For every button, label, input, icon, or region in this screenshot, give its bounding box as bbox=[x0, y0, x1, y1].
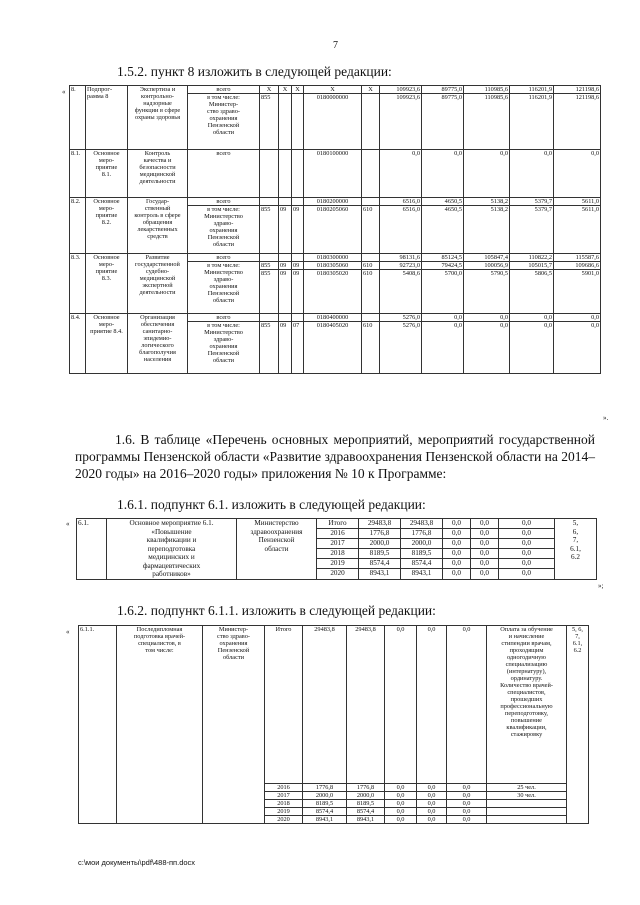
cell-value: 0,0 bbox=[447, 626, 487, 784]
open-quote: « bbox=[66, 628, 70, 636]
cell-code: 0180205060 bbox=[304, 206, 362, 254]
cell-value: 0,0 bbox=[499, 549, 555, 559]
cell-value: 109923,6 bbox=[380, 86, 422, 94]
cell-value: 0,0 bbox=[471, 519, 499, 529]
cell-value: 0,0 bbox=[471, 559, 499, 569]
cell-empty bbox=[292, 94, 304, 150]
cell-code: 07 bbox=[292, 322, 304, 374]
cell-value: 0,0 bbox=[554, 314, 601, 322]
cell-empty bbox=[279, 198, 292, 206]
cell-value: 1776,8 bbox=[359, 529, 401, 539]
cell-empty bbox=[279, 94, 292, 150]
cell-result: Оплата за обучение и начисление стипендии врачам, проходящим одногодичную специализацию (интернатуру), ординатуру. Количество врачей- специалистов, прошедших профессиональную переподготовку, повышение квалификации, стажировку bbox=[487, 626, 567, 784]
cell-value: 89775,0 bbox=[422, 94, 464, 150]
cell-code: 0180100000 bbox=[304, 150, 362, 198]
cell-year: Итого bbox=[317, 519, 359, 529]
cell-year: 2019 bbox=[317, 559, 359, 569]
cell-code: 0180300000 bbox=[304, 254, 362, 262]
cell-resp: Министер- ство здраво- охранения Пензенской области bbox=[203, 626, 265, 824]
cell-value: 8943,1 bbox=[359, 569, 401, 579]
cell-value: 110985,6 bbox=[464, 94, 510, 150]
heading-1-5-2: 1.5.2. пункт 8 изложить в следующей редакции: bbox=[117, 64, 392, 79]
cell-empty bbox=[260, 150, 279, 198]
cell-empty bbox=[292, 254, 304, 262]
cell-value: 1776,8 bbox=[401, 529, 443, 539]
cell-value: 5408,6 bbox=[380, 270, 422, 314]
footer-file-path: c:\мои документы\pdf\488-пп.docx bbox=[78, 858, 196, 867]
cell-value: 1776,8 bbox=[347, 784, 385, 792]
cell-value: 0,0 bbox=[510, 322, 554, 374]
cell-empty bbox=[362, 198, 380, 206]
cell-value: 29483,8 bbox=[359, 519, 401, 529]
cell-value: 8189,5 bbox=[347, 800, 385, 808]
cell-value: 6516,0 bbox=[380, 198, 422, 206]
cell-value: 0,0 bbox=[510, 314, 554, 322]
cell-year: 2020 bbox=[265, 816, 303, 824]
cell-value: 5901,0 bbox=[554, 270, 601, 314]
cell-no: 6.1.1. bbox=[79, 626, 117, 824]
cell-x: X bbox=[260, 86, 279, 94]
cell-empty bbox=[260, 198, 279, 206]
cell-year: 2016 bbox=[265, 784, 303, 792]
cell-value: 5276,0 bbox=[380, 314, 422, 322]
cell-code: 610 bbox=[362, 270, 380, 314]
cell-value: 8943,1 bbox=[401, 569, 443, 579]
cell-value: 0,0 bbox=[471, 549, 499, 559]
cell-value: 0,0 bbox=[443, 559, 471, 569]
cell-code: 09 bbox=[279, 270, 292, 314]
cell-value: 4650,5 bbox=[422, 206, 464, 254]
cell-resp: Министерство здравоохранения Пензенской области bbox=[237, 519, 317, 580]
cell-value: 8943,1 bbox=[347, 816, 385, 824]
table-subprogram-8 bbox=[69, 85, 601, 374]
cell-year: 2017 bbox=[265, 792, 303, 800]
cell-value: 0,0 bbox=[422, 322, 464, 374]
cell-empty bbox=[362, 94, 380, 150]
table-row bbox=[70, 254, 601, 262]
table-subitem-6-1 bbox=[76, 518, 597, 580]
cell-value: 0,0 bbox=[443, 549, 471, 559]
cell-code: 610 bbox=[362, 322, 380, 374]
cell-code: 0180400000 bbox=[304, 314, 362, 322]
cell-year: 2018 bbox=[265, 800, 303, 808]
cell-name: Основное мероприятие 6.1. «Повышение квалификации и переподготовка медицинских и фармацевтических работников» bbox=[107, 519, 237, 580]
cell-code: 0180200000 bbox=[304, 198, 362, 206]
cell-empty bbox=[362, 254, 380, 262]
cell-empty bbox=[292, 150, 304, 198]
cell-code: 855 bbox=[260, 94, 279, 150]
close-quote: ». bbox=[603, 414, 609, 422]
table-row bbox=[70, 314, 601, 322]
cell-no: 8.4. bbox=[70, 314, 86, 374]
cell-value: 5138,2 bbox=[464, 198, 510, 206]
cell-value: 0,0 bbox=[464, 314, 510, 322]
cell-year: 2017 bbox=[317, 539, 359, 549]
cell-year: 2019 bbox=[265, 808, 303, 816]
cell-resp: всего bbox=[188, 86, 260, 94]
cell-value: 5611,0 bbox=[554, 198, 601, 206]
cell-no: 8. bbox=[70, 86, 86, 150]
cell-tasks: 5, 6, 7, 6.1, 6.2 bbox=[555, 519, 597, 580]
cell-value: 0,0 bbox=[464, 150, 510, 198]
cell-value: 110822,2 bbox=[510, 254, 554, 262]
cell-value: 5379,7 bbox=[510, 206, 554, 254]
table-row bbox=[79, 626, 589, 784]
cell-value: 105015,7 bbox=[510, 262, 554, 270]
cell-x: X bbox=[362, 86, 380, 94]
cell-value: 109686,6 bbox=[554, 262, 601, 270]
cell-value: 0,0 bbox=[499, 559, 555, 569]
cell-value: 121198,6 bbox=[554, 86, 601, 94]
cell-value: 1776,8 bbox=[303, 784, 347, 792]
cell-value: 6516,0 bbox=[380, 206, 422, 254]
cell-value: 8943,1 bbox=[303, 816, 347, 824]
cell-value: 8574,4 bbox=[347, 808, 385, 816]
cell-name: Последипломная подготовка врачей- специалистов, в том числе: bbox=[117, 626, 203, 824]
cell-year: 2018 bbox=[317, 549, 359, 559]
cell-value: 109923,6 bbox=[380, 94, 422, 150]
cell-value: 115587,6 bbox=[554, 254, 601, 262]
cell-value: 0,0 bbox=[447, 792, 487, 800]
cell-result bbox=[487, 800, 567, 808]
cell-value: 5611,0 bbox=[554, 206, 601, 254]
cell-value: 8189,5 bbox=[401, 549, 443, 559]
cell-resp: в том числе: Министер- ство здраво- охранения Пензенской области bbox=[188, 94, 260, 150]
cell-value: 0,0 bbox=[471, 569, 499, 579]
paragraph-1-6: 1.6. В таблице «Перечень основных мероприятий, мероприятий государственной программы Пензенской области «Развитие здравоохранения Пензенской области на 2014–2020 годы» на 2016–2020 годы» приложения № 10 к Программе: bbox=[75, 432, 595, 481]
cell-value: 0,0 bbox=[499, 539, 555, 549]
cell-year: 2020 bbox=[317, 569, 359, 579]
cell-value: 4650,5 bbox=[422, 198, 464, 206]
heading-1-6-2: 1.6.2. подпункт 6.1.1. изложить в следующей редакции: bbox=[117, 603, 436, 618]
cell-name: Основное меро- приятие 8.1. bbox=[86, 150, 128, 198]
cell-value: 2000,0 bbox=[359, 539, 401, 549]
cell-value: 0,0 bbox=[417, 626, 447, 784]
cell-name: Подпрог- рамма 8 bbox=[86, 86, 128, 150]
cell-desc: Экспертиза и контрольно- надзорные функции в сфере охраны здоровья bbox=[128, 86, 188, 150]
cell-value: 0,0 bbox=[380, 150, 422, 198]
cell-value: 5806,5 bbox=[510, 270, 554, 314]
cell-result bbox=[487, 808, 567, 816]
cell-code: 855 bbox=[260, 262, 279, 270]
cell-code: 0180000000 bbox=[304, 94, 362, 150]
cell-value: 0,0 bbox=[447, 808, 487, 816]
cell-no: 8.3. bbox=[70, 254, 86, 314]
cell-value: 8574,4 bbox=[401, 559, 443, 569]
cell-tasks: 5, 6, 7, 6.1, 6.2 bbox=[567, 626, 589, 824]
cell-code: 855 bbox=[260, 206, 279, 254]
open-quote: « bbox=[66, 520, 70, 528]
cell-desc: Развитие государственной судебно- медицинской экспертной деятельности bbox=[128, 254, 188, 314]
cell-value: 89775,0 bbox=[422, 86, 464, 94]
cell-empty bbox=[279, 150, 292, 198]
cell-code: 09 bbox=[279, 262, 292, 270]
cell-empty bbox=[362, 150, 380, 198]
cell-value: 5790,5 bbox=[464, 270, 510, 314]
cell-code: 0180305060 bbox=[304, 262, 362, 270]
cell-result: 30 чел. bbox=[487, 792, 567, 800]
cell-value: 0,0 bbox=[417, 800, 447, 808]
cell-empty bbox=[292, 314, 304, 322]
heading-1-6-1: 1.6.1. подпункт 6.1. изложить в следующей редакции: bbox=[117, 497, 426, 512]
cell-value: 2000,0 bbox=[303, 792, 347, 800]
cell-code: 09 bbox=[279, 322, 292, 374]
cell-value: 8574,4 bbox=[359, 559, 401, 569]
cell-year: Итого bbox=[265, 626, 303, 784]
cell-value: 5138,2 bbox=[464, 206, 510, 254]
cell-empty bbox=[260, 254, 279, 262]
cell-value: 105847,4 bbox=[464, 254, 510, 262]
close-quote: »; bbox=[598, 582, 604, 590]
cell-value: 0,0 bbox=[443, 529, 471, 539]
cell-x: X bbox=[292, 86, 304, 94]
cell-value: 5700,0 bbox=[422, 270, 464, 314]
cell-no: 8.1. bbox=[70, 150, 86, 198]
cell-code: 09 bbox=[292, 206, 304, 254]
cell-value: 0,0 bbox=[422, 150, 464, 198]
cell-value: 0,0 bbox=[499, 529, 555, 539]
table-row bbox=[77, 519, 597, 529]
cell-value: 116201,9 bbox=[510, 86, 554, 94]
cell-resp: всего bbox=[188, 314, 260, 322]
cell-value: 0,0 bbox=[499, 519, 555, 529]
cell-resp: в том числе: Министерство здраво- охранения Пензенской области bbox=[188, 206, 260, 254]
table-row bbox=[70, 86, 601, 94]
cell-value: 85124,5 bbox=[422, 254, 464, 262]
cell-value: 0,0 bbox=[554, 322, 601, 374]
page-number: 7 bbox=[333, 40, 338, 51]
table-row bbox=[70, 198, 601, 206]
cell-name: Основное меро- приятие 8.4. bbox=[86, 314, 128, 374]
cell-code: 09 bbox=[279, 206, 292, 254]
cell-code: 610 bbox=[362, 206, 380, 254]
cell-value: 29483,8 bbox=[347, 626, 385, 784]
cell-value: 0,0 bbox=[417, 816, 447, 824]
cell-no: 6.1. bbox=[77, 519, 107, 580]
cell-value: 121198,6 bbox=[554, 94, 601, 150]
cell-value: 0,0 bbox=[471, 529, 499, 539]
cell-value: 29483,8 bbox=[303, 626, 347, 784]
table-row bbox=[70, 150, 601, 198]
cell-code: 610 bbox=[362, 262, 380, 270]
cell-value: 0,0 bbox=[385, 808, 417, 816]
cell-code: 855 bbox=[260, 270, 279, 314]
cell-value: 2000,0 bbox=[347, 792, 385, 800]
cell-empty bbox=[260, 314, 279, 322]
cell-resp: в том числе: Министерство здраво- охранения Пензенской области bbox=[188, 322, 260, 374]
cell-empty bbox=[279, 254, 292, 262]
cell-value: 0,0 bbox=[385, 784, 417, 792]
cell-name: Основное меро- приятие 8.2. bbox=[86, 198, 128, 254]
cell-no: 8.2. bbox=[70, 198, 86, 254]
cell-value: 5276,0 bbox=[380, 322, 422, 374]
cell-value: 0,0 bbox=[417, 784, 447, 792]
table-subitem-6-1-1 bbox=[78, 625, 589, 824]
cell-value: 5379,7 bbox=[510, 198, 554, 206]
cell-result bbox=[487, 816, 567, 824]
cell-year: 2016 bbox=[317, 529, 359, 539]
cell-value: 110985,6 bbox=[464, 86, 510, 94]
cell-value: 0,0 bbox=[417, 808, 447, 816]
cell-code: 0180305020 bbox=[304, 270, 362, 314]
cell-value: 0,0 bbox=[385, 816, 417, 824]
cell-value: 8574,4 bbox=[303, 808, 347, 816]
cell-value: 92723,0 bbox=[380, 262, 422, 270]
cell-value: 100056,9 bbox=[464, 262, 510, 270]
cell-resp: всего bbox=[188, 150, 260, 198]
cell-value: 0,0 bbox=[385, 800, 417, 808]
cell-result: 25 чел. bbox=[487, 784, 567, 792]
cell-desc: Организация обеспечения санитарно- эпидемио- логического благополучия населения bbox=[128, 314, 188, 374]
cell-value: 8189,5 bbox=[303, 800, 347, 808]
cell-x: X bbox=[304, 86, 362, 94]
cell-value: 0,0 bbox=[554, 150, 601, 198]
cell-value: 0,0 bbox=[447, 816, 487, 824]
cell-code: 09 bbox=[292, 270, 304, 314]
cell-desc: Контроль качества и безопасности медицинской деятельности bbox=[128, 150, 188, 198]
cell-resp: всего bbox=[188, 198, 260, 206]
cell-value: 0,0 bbox=[464, 322, 510, 374]
cell-value: 0,0 bbox=[422, 314, 464, 322]
cell-value: 98131,6 bbox=[380, 254, 422, 262]
cell-desc: Государ- ственный контроль в сфере обращения лекарственных средств bbox=[128, 198, 188, 254]
cell-value: 79424,5 bbox=[422, 262, 464, 270]
cell-value: 0,0 bbox=[510, 150, 554, 198]
cell-value: 0,0 bbox=[447, 800, 487, 808]
cell-name: Основное меро- приятие 8.3. bbox=[86, 254, 128, 314]
cell-code: 09 bbox=[292, 262, 304, 270]
cell-value: 0,0 bbox=[471, 539, 499, 549]
cell-value: 29483,8 bbox=[401, 519, 443, 529]
cell-value: 0,0 bbox=[499, 569, 555, 579]
cell-code: 0180405020 bbox=[304, 322, 362, 374]
cell-value: 0,0 bbox=[385, 626, 417, 784]
cell-empty bbox=[362, 314, 380, 322]
cell-code: 855 bbox=[260, 322, 279, 374]
cell-empty bbox=[279, 314, 292, 322]
cell-resp: всего bbox=[188, 254, 260, 262]
cell-value: 116201,9 bbox=[510, 94, 554, 150]
cell-value: 0,0 bbox=[443, 569, 471, 579]
cell-value: 8189,5 bbox=[359, 549, 401, 559]
cell-value: 0,0 bbox=[443, 519, 471, 529]
cell-value: 0,0 bbox=[443, 539, 471, 549]
open-quote: « bbox=[62, 88, 66, 96]
cell-value: 2000,0 bbox=[401, 539, 443, 549]
cell-x: X bbox=[279, 86, 292, 94]
cell-empty bbox=[292, 198, 304, 206]
cell-value: 0,0 bbox=[385, 792, 417, 800]
cell-resp: в том числе: Министерство здраво- охранения Пензенской области bbox=[188, 262, 260, 314]
cell-value: 0,0 bbox=[417, 792, 447, 800]
cell-value: 0,0 bbox=[447, 784, 487, 792]
